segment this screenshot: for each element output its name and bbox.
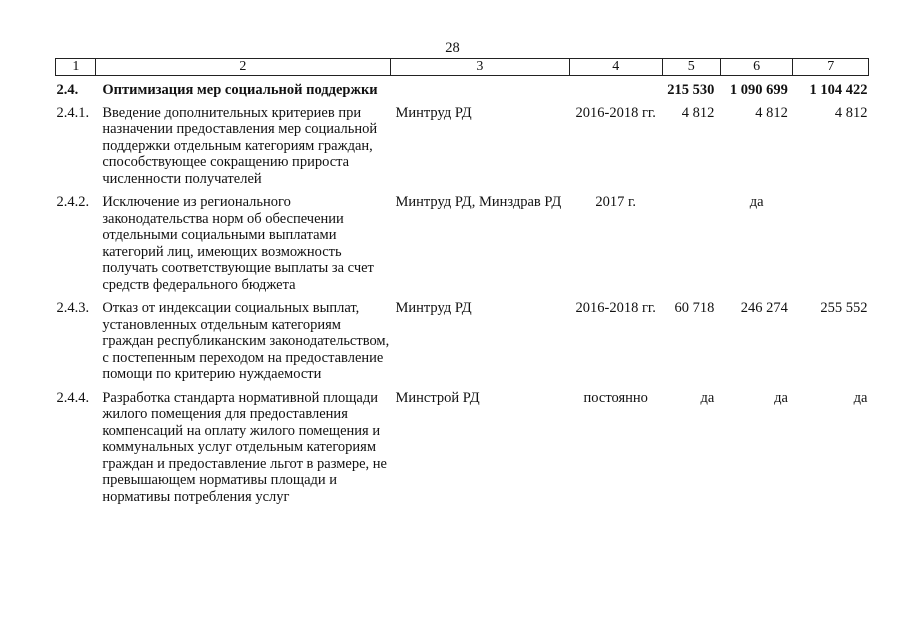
row-period: 2016-2018 гг. (575, 104, 656, 121)
column-header-5: 5 (662, 59, 720, 76)
table-row (56, 194, 869, 300)
section-title: Оптимизация мер социальной поддержки (102, 82, 378, 98)
row-value-6: да (774, 389, 788, 406)
row-value-5: 4 812 (681, 104, 715, 121)
page-number: 28 (445, 40, 460, 56)
table-row (56, 390, 869, 513)
row-executor: Минтруд РД (395, 104, 472, 121)
row-description: Разработка стандарта нормативной площади жилого помещения для предоставления компенсаций на оплату жилого помещения и коммунальных услуг отдельным категориям граждан и предоставление льгот в размере, не превышающем нормативы площади и нормативы потребления услуг (102, 389, 387, 505)
row-period: 2016-2018 гг. (575, 300, 656, 316)
row-value-5: 60 718 (674, 300, 715, 316)
row-number: 2.4.4. (56, 389, 90, 406)
table-row (56, 105, 869, 195)
section-period (569, 76, 662, 105)
row-value-6: 4 812 (755, 104, 788, 121)
row-period: 2017 г. (595, 194, 636, 210)
row-value-7: 255 552 (820, 300, 868, 316)
row-executor: Минтруд РД, Минздрав РД (395, 194, 562, 210)
row-description: Отказ от индексации социальных выплат, установленных отдельным категориям граждан республиканским законодательством, с постепенным переходом на предоставление помощи по критерию нуждаемости (102, 300, 390, 382)
section-value-6: 1 090 699 (729, 82, 788, 98)
section-value-7: 1 104 422 (809, 82, 868, 98)
row-value-6: да (749, 194, 764, 210)
column-header-6: 6 (720, 59, 793, 76)
row-description: Введение дополнительных критериев при назначении предоставления мер социальной поддержки отдельным категориям граждан, способствующее сокращению прироста численности получателей (102, 104, 378, 187)
column-header-4: 4 (569, 59, 662, 76)
row-value-5 (662, 194, 720, 300)
measures-table (55, 58, 869, 512)
row-number: 2.4.3. (56, 300, 90, 316)
row-period: постоянно (583, 389, 648, 406)
row-value-7: 4 812 (834, 104, 868, 121)
column-header-1: 1 (56, 59, 96, 76)
row-executor: Минстрой РД (395, 389, 480, 406)
row-number: 2.4.2. (56, 194, 90, 210)
column-header-3: 3 (391, 59, 570, 76)
row-executor: Минтруд РД (395, 300, 472, 316)
row-value-7 (793, 194, 869, 300)
section-row (56, 76, 869, 105)
column-header-7: 7 (793, 59, 869, 76)
table-row (56, 300, 869, 390)
row-value-6: 246 274 (740, 300, 788, 316)
row-value-5: да (700, 389, 715, 406)
row-number: 2.4.1. (56, 104, 90, 121)
row-value-7: да (853, 389, 868, 406)
row-description: Исключение из регионального законодательства норм об обеспечении отдельными социальными выплатами категорий лиц, имеющих возможность получать соответствующие выплаты за счет средств федерального бюджета (102, 194, 374, 293)
column-header-2: 2 (95, 59, 390, 76)
column-number-header-row (56, 59, 869, 76)
section-value-5: 215 530 (667, 82, 715, 98)
section-number: 2.4. (56, 82, 79, 98)
section-executor (391, 76, 570, 105)
